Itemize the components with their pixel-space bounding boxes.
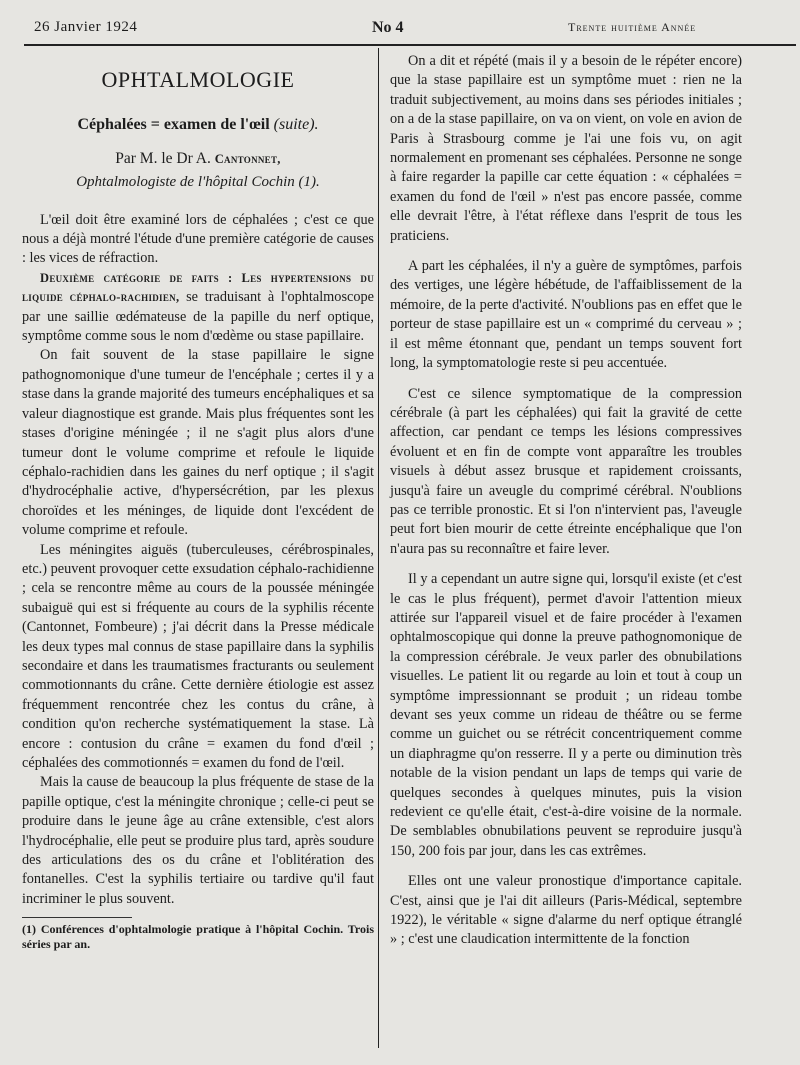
paragraph-body: se traduisant à l'ophtalmoscope par une saillie œdémateuse de la papille du nerf optique, symptôme comme sous le nom d'œdème ou stase papillaire. — [22, 289, 375, 345]
section-title: OPHTALMOLOGIE — [101, 67, 295, 92]
paragraph: L'œil doit être examiné lors de céphalées ; c'est ce que nous a déjà montré l'étude d'une première catégorie de causes : les vices de réfraction. — [22, 211, 374, 267]
page-header — [0, 0, 800, 42]
paragraph: Mais la cause de beaucoup la plus fréquente de stase de la papille optique, c'est la méningite chronique ; celle-ci peut se produire dans le jeune âge au crâne extensible, c'est alors l'hydrocéphalie, elle peut se produire plus tard, après soudure des articulations des os du crâne et l'oblitération des fontanelles. C'est la syphilis tertiaire ou tardive qu'il faut incriminer le plus souvent. — [22, 774, 374, 907]
paragraph: Les méningites aiguës (tuberculeuses, cérébrospinales, etc.) peuvent provoquer cette exsudation céphalo-rachidienne ; cela se rencontre même au cours de la poussée méningée subaiguë qui est si fréquente au cours de la syphilis récente (Cantonnet, Fombeure) ; j'ai décrit dans la Presse médicale les deux types mal connus de stase papillaire dans la syphilis secondaire et dans les traumatismes fracturants ou seulement commotionnants du crâne. Cette dernière étiologie est assez fréquemment rencontrée chez les contus du crâne, à condition qu'on recherche systématiquement la stase. Là encore : contusion du crâne = examen du fond d'œil ; céphalées des commotionnés = examen du fond de l'œil. — [22, 541, 374, 771]
author-name: Cantonnet, — [214, 151, 281, 166]
left-column — [22, 52, 374, 952]
footnote-rule — [22, 917, 132, 918]
header-date: 26 Janvier 1924 — [34, 19, 138, 35]
header-rule — [24, 44, 796, 46]
header-year: Trente huitième Année — [568, 20, 697, 34]
paragraph: Il y a cependant un autre signe qui, lorsqu'il existe (et c'est le cas le plus fréquent), permet d'avoir l'attention mieux attirée sur l'appareil visuel et de faire procéder à l'examen ophtalmoscopique qui donne la preuve pathognomonique de la compression cérébrale. Je veux parler des obnubilations visuelles. Le patient lit ou regarde au loin et tout à coup un symptôme impressionnant se produit ; un rideau tombe devant ses yeux comme un rideau de théâtre ou se ferme comme un guichet ou se rétrécit concentriquement comme un diaphragme qu'on resserre. Il y a perte ou diminution très notable de la vision pendant un laps de temps qui varie de quelques secondes à quelques minutes, puis la vision redevient ce qu'elle était, c'est-à-dire voisine de la normale. De semblables obnubilations peuvent se reproduire jusqu'à 150, 200 fois par jour, dans les cas extrêmes. — [390, 571, 742, 859]
author-line — [22, 149, 374, 169]
author-affiliation: Ophtalmologiste de l'hôpital Cochin (1). — [76, 174, 320, 191]
paragraph-lead: Deuxième catégorie de faits : Les hypertensions du liquide céphalo-rachidien, — [22, 270, 374, 305]
issue-number: No 4 — [372, 19, 404, 36]
article-title-suite: (suite). — [273, 116, 319, 134]
article-title — [22, 115, 374, 134]
right-column — [390, 52, 742, 950]
author-prefix: Par M. le Dr A. — [115, 149, 211, 167]
column-divider — [378, 48, 379, 1048]
paragraph: Elles ont une valeur pronostique d'importance capitale. C'est, ainsi que je l'ai dit ailleurs (Paris-Médical, septembre 1922), le véritable « signe d'alarme du nerf optique étranglé » ; c'est une claudication intermittente de la fonction — [390, 873, 742, 948]
footnote: (1) Conférences d'ophtalmologie pratique à l'hôpital Cochin. Trois séries par an. — [22, 922, 374, 952]
paragraph — [22, 269, 374, 347]
paragraph: C'est ce silence symptomatique de la compression cérébrale (à part les céphalées) qui fait la gravité de cette affection, car pendant ce temps les lésions compressives évoluent et en fin de compte vont apparaître les troubles visuels à début assez brusque et rapidement croissants, jusqu'à faire un aveugle du comprimé cérébral. N'oublions pas ce terrible pronostic. Et si l'on n'intervient pas, l'aveugle peut fort bien mourir de cette étreinte encéphalique que l'on n'aura pas su reconnaître et faire lever. — [390, 385, 742, 557]
paragraph: A part les céphalées, il n'y a guère de symptômes, parfois des vertiges, une légère hébétude, de l'affaiblissement de la mémoire, de la perte d'activité. N'oublions pas en effet que le porteur de stase papillaire est un « comprimé du cerveau » ; il est même étonnant que, pendant un temps souvent fort long, la symptomatologie reste si peu accentuée. — [390, 258, 742, 372]
paragraph: On fait souvent de la stase papillaire le signe pathognomonique d'une tumeur de l'encéphale ; certes il y a stase dans la grande majorité des tumeurs encéphaliques et sa valeur diagnostique est grande. Mais plus fréquentes sont les stases d'origine méningée ; il ne s'agit plus alors d'une tumeur dont le volume comprime et refoule le liquide céphalo-rachidien dans les gaines du nerf optique ; il s'agit d'hydrocéphalie active, d'hypersécrétion, par les plexus choroïdes et les méninges, de liquide dont l'excédent de volume comprime et refoule. — [22, 347, 374, 539]
paragraph: On a dit et répété (mais il y a besoin de le répéter encore) que la stase papillaire est un symptôme muet : rien ne la traduit subjectivement, au moins dans ses périodes initiales ; on a de la stase papillaire, on va on vient, on vole en avion de Paris à Strasbourg comme je l'ai une fois vu, on agit normalement en promenant ses céphalées. Personne ne songe à faire regarder la papille car cette équation : « céphalées = examen du fond de l'œil » n'est pas encore passée, comme elle devrait l'être, à l'état réflexe dans l'esprit de tous les praticiens. — [390, 53, 742, 244]
article-title-main: Céphalées = examen de l'œil — [77, 116, 270, 134]
